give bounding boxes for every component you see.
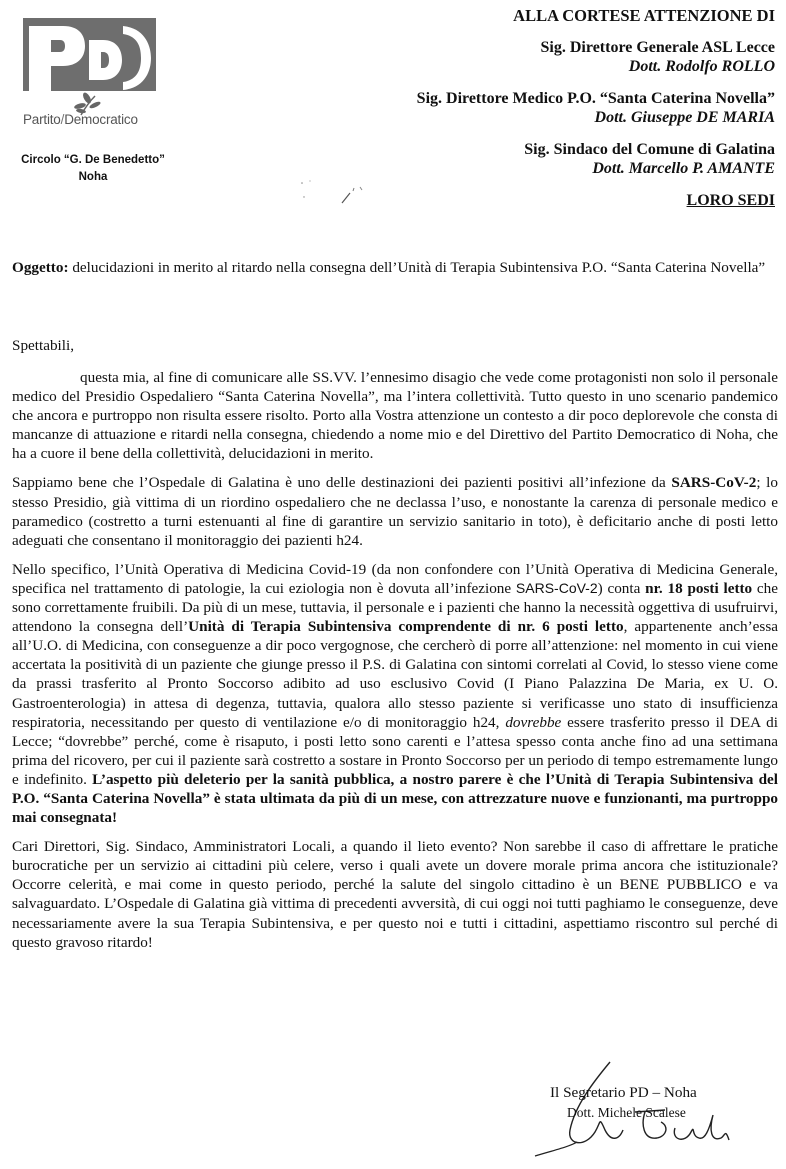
loro-sedi: LORO SEDI [686, 191, 775, 209]
party-name [23, 112, 138, 127]
emphasis-text: SARS-CoV-2 [671, 474, 757, 492]
paragraph-details [12, 560, 778, 827]
attention-heading: ALLA CORTESE ATTENZIONE DI [513, 6, 775, 25]
paragraph-text: essere trasferito presso il DEA di Lecce; “dovrebbe” perché, come è risaputo, i posti letto sono carenti e l’attesa spesso conta anche fino ad una settimana prima del ricovero, per cui il paziente sarà costretto a sostare in Pronto Soccorso per un periodo di tempo estremamente lungo e indefinito. [12, 713, 778, 788]
paragraph-text: questa mia, al fine di comunicare alle SS.VV. l’ennesimo disagio che vede come protagonisti non solo il personale medico del Presidio Ospedaliero “Santa Caterina Novella”, ma l’intera collettività. Tutto questo in uno scenario pandemico che ancora e purtroppo non risulta essere risolto. [12, 369, 778, 425]
subject-label: Oggetto: [12, 259, 69, 276]
party-name-right: Democratico [64, 112, 138, 127]
scan-mark-icon [290, 175, 370, 215]
recipient-name: Dott. Giuseppe DE MARIA [594, 109, 775, 126]
letter-body [12, 368, 778, 962]
emphasis-text: Unità di Terapia Subintensiva comprendente di nr. 6 posti letto [188, 618, 624, 636]
paragraph-text: che sono correttamente fruibili. Da più di un mese, tuttavia, il personale e i pazienti che hanno la necessità oggettiva di usufruirvi, attendono la consegna dell’ [12, 579, 779, 636]
paragraph-text: ) conta [597, 579, 646, 597]
recipient-asl [417, 38, 775, 77]
recipient-medical-director [417, 89, 775, 128]
emphasis-text: nr. 18 posti letto [645, 579, 753, 597]
party-name-left: Partito [23, 112, 61, 127]
greeting: Spettabili, [12, 337, 75, 354]
pd-logo [21, 18, 165, 183]
addressee-block [417, 6, 775, 210]
paragraph-text: Nello specifico, l’Unità Operativa di Medicina Covid-19 (da non confondere con l’Unità Operativa di Medicina Generale, specifica nel trattamento di patologie, la cui eziologia non è dovuta all’infezione [12, 560, 778, 597]
paragraph-text: Sappiamo bene che l’Ospedale di Galatina è uno delle destinazioni dei pazienti positivi all’infezione da [12, 474, 672, 492]
emphasis-text: L’aspetto più deleterio per la sanità pubblica, a nostro parere è che l’Unità di Terapia Subintensiva del P.O. “Santa Caterina Novella” è stata ultimata da più di un mese, con attrezzature nuove e funzionanti, ma purtroppo mai consegnata! [12, 770, 778, 827]
party-divider: / [60, 112, 65, 127]
paragraph-text: Cari Direttori, Sig. Sindaco, Amministratori Locali, a quando il lieto evento? Non sarebbe il caso di affrettare le pratiche burocratiche per un servizio ai cittadini più celere, verso i quali avete un dovere morale prima ancora che istituzionale? Occorre celerità, e mai come in questo periodo, perché la salute del singolo cittadino è un BENE PUBBLICO e va salvaguardato. L’Ospedale di Galatina già vittima di precedenti avversità, di cui oggi noi tutti paghiamo le conseguenze, deve necessariamente avere la sua Terapia Subintensiva, e per questo noi e tutti i cittadini, aspettiamo riscontro sul perché di questo gravoso ritardo! [12, 838, 778, 951]
paragraph-text: Porto alla Vostra attenzione un contesto a dir poco deplorevole che consta di mancanze di attuazione e ritardi nella consegna, chiedendo a nome mio e del Direttivo del Partito Democratico di Noha, che ha a cuore il bene della collettività, delucidazioni in merito. [12, 407, 778, 463]
italic-text: dovrebbe [505, 713, 562, 731]
paragraph-context [12, 473, 778, 549]
recipient-title: Sig. Direttore Medico P.O. “Santa Caterina Novella” [416, 89, 775, 107]
recipient-title: Sig. Direttore Generale ASL Lecce [540, 38, 775, 56]
paragraph-appeal [12, 837, 778, 952]
subject-line [12, 258, 776, 278]
signer-role: Il Segretario PD – Noha [550, 1084, 697, 1101]
recipient-name: Dott. Rodolfo ROLLO [628, 58, 775, 75]
recipient-name: Dott. Marcello P. AMANTE [592, 160, 775, 177]
paragraph-text: , appartenente anch’essa all’U.O. di Medicina, con conseguenze a dir poco vergognose, che cercherò di porre all’attenzione: nel momento in cui viene accertata la positività di un paziente che giunge presso il P.S. di Galatina con sintomi correlati al Covid, lo stesso viene come da prassi trasferito al Pronto Soccorso adibito ad uso esclusivo Covid (I Piano Palazzina De Maria, ex U. O. Gastroenterologia) in attesa di degenza, tuttavia, qualora allo stesso paziente si verificasse uno stato di insufficienza respiratoria, necessitando per questo di ventilazione e/o di monitoraggio h24, [12, 618, 778, 731]
circolo-label [0, 152, 186, 186]
signature-block [550, 1084, 697, 1121]
recipient-mayor [417, 140, 775, 179]
virus-name: SARS-CoV-2 [515, 579, 598, 596]
circolo-name: Circolo “G. De Benedetto” [21, 154, 165, 166]
pd-letters-icon [23, 18, 156, 91]
subject-text: delucidazioni in merito al ritardo nella consegna dell’Unità di Terapia Subintensiva P.O. “Santa Caterina Novella” [68, 259, 766, 276]
pd-logo-mark [23, 18, 156, 91]
paragraph-text: ; lo stesso Presidio, già vittima di un riordino ospedaliero che ne declassa l’uso, e nonostante la carenza di personale medico e paramedico (costretto a turni estenuanti al fine di garantire un servizio sanitario in toto), è deficitario anche di posti letto adeguati che consentano il monitoraggio dei pazienti h24. [12, 474, 778, 549]
signer-name: Dott. Michele Scalese [567, 1105, 686, 1120]
paragraph-intro [12, 368, 778, 463]
circolo-town: Noha [78, 171, 108, 183]
recipient-title: Sig. Sindaco del Comune di Galatina [524, 140, 775, 158]
